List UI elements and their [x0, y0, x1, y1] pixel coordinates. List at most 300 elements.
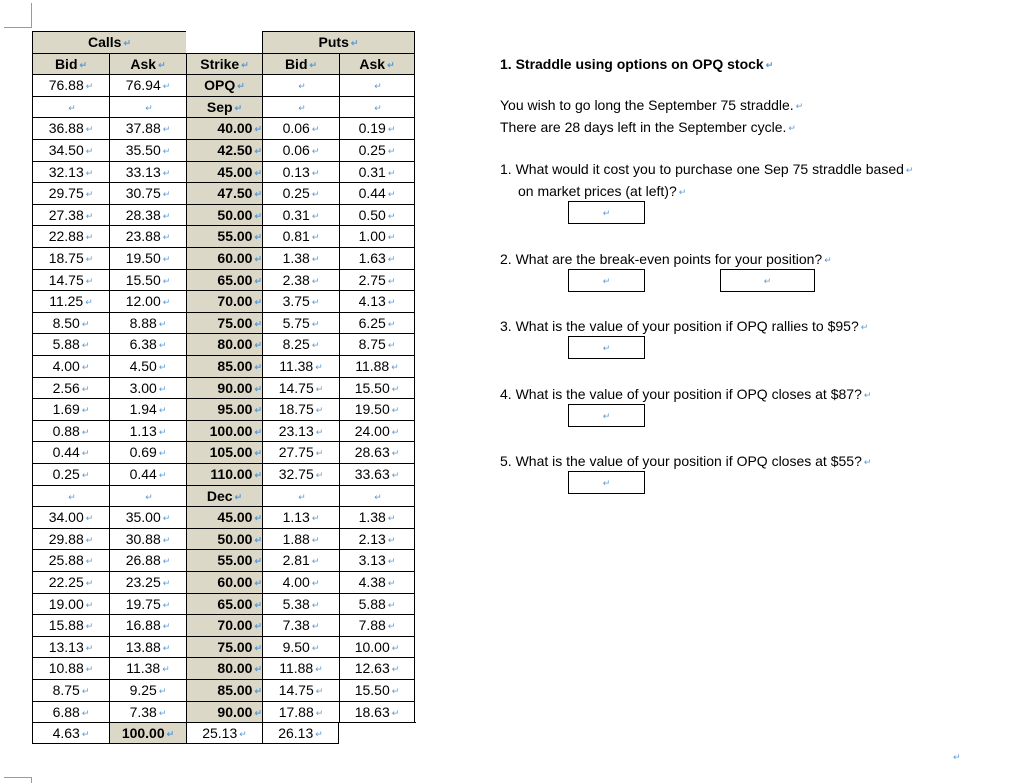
sep-call-bid: [32, 247, 109, 269]
paragraph-mark: ↵: [387, 232, 396, 242]
dec-put-ask: [339, 636, 415, 657]
paragraph-mark: ↵: [162, 232, 171, 242]
paragraph-mark: ↵: [387, 211, 396, 221]
paragraph-mark: ↵: [391, 686, 400, 696]
paragraph-mark: ↵: [391, 664, 400, 674]
last-row-put-ask: [262, 722, 339, 744]
sep-call-bid-text: 34.50: [48, 142, 84, 158]
dec-put-bid-text: 1.13: [282, 509, 310, 525]
dec-strike: [186, 571, 262, 593]
dec-call-ask: [109, 593, 186, 614]
sep-call-bid: [32, 204, 109, 225]
paragraph-mark: ↵: [85, 578, 94, 588]
dec-strike: [186, 614, 262, 636]
strike-header: [186, 53, 262, 74]
paragraph-mark: ↵: [315, 405, 324, 415]
dec-call-bid: [32, 657, 109, 679]
sep-put-bid-text: 0.06: [282, 120, 310, 136]
dec-call-ask-text: 23.25: [125, 574, 161, 590]
dec-put-bid: [262, 657, 339, 679]
paragraph-mark: ↵: [387, 513, 396, 523]
dec-put-ask-text: 7.88: [358, 617, 386, 633]
paragraph-mark: ↵: [387, 276, 396, 286]
sep-strike-text: 100.00: [209, 423, 253, 439]
paragraph-mark: ↵: [387, 319, 396, 329]
dec-call-bid-text: 29.88: [48, 531, 84, 547]
sep-put-ask: [339, 355, 415, 377]
sep-strike: [186, 420, 262, 441]
sep-call-ask: [109, 225, 186, 247]
put-ask-header-text: Ask: [359, 56, 386, 72]
paragraph-mark: ↵: [158, 384, 167, 394]
sep-strike: [186, 355, 262, 377]
paragraph-mark: ↵: [315, 686, 324, 696]
paragraph-mark: ↵: [158, 60, 166, 70]
paragraph-mark: ↵: [387, 60, 395, 70]
sep-put-ask-text: 28.63: [354, 444, 390, 460]
sep-call-bid: [32, 225, 109, 247]
paragraph-mark: ↵: [254, 146, 262, 156]
last-row-call-bid: [32, 722, 109, 744]
sep-put-ask: [339, 161, 415, 182]
table-border: [339, 722, 416, 723]
paragraph-mark: ↵: [254, 621, 262, 631]
sep-call-ask: [109, 333, 186, 355]
sep-put-bid-text: 23.13: [278, 423, 314, 439]
sep-put-bid: [262, 463, 339, 485]
dec-put-ask-text: 10.00: [354, 639, 390, 655]
paragraph-mark: ↵: [85, 556, 94, 566]
paragraph-mark: ↵: [254, 708, 262, 718]
sep-put-bid-text: 14.75: [278, 380, 314, 396]
question-2: 2. What are the break-even points for your position? ↵: [500, 251, 832, 267]
paragraph-mark: ↵: [391, 708, 400, 718]
paragraph-mark: ↵: [254, 276, 262, 286]
sep-call-ask-text: 3.00: [129, 380, 157, 396]
sep-strike-text: 70.00: [217, 293, 253, 309]
paragraph-mark: ↵: [237, 81, 245, 91]
dec-put-bid-text: 9.50: [282, 639, 310, 655]
answer-box-2a[interactable]: ↵: [568, 269, 645, 292]
sep-strike: [186, 117, 262, 139]
sep-put-ask-text: 1.63: [358, 250, 386, 266]
paragraph-mark: ↵: [374, 81, 382, 91]
paragraph-mark: ↵: [162, 600, 171, 610]
dec-strike-text: 65.00: [217, 596, 253, 612]
dec-strike: [186, 528, 262, 549]
sep-put-bid-text: 0.13: [282, 164, 310, 180]
paragraph-mark: ↵: [68, 103, 76, 113]
paragraph-mark: ↵: [162, 643, 171, 653]
table-cell-empty: [109, 485, 186, 506]
sep-put-ask: [339, 182, 415, 204]
sep-call-bid-text: 1.69: [52, 401, 80, 417]
paragraph-mark: ↵: [85, 297, 93, 307]
sep-put-bid-text: 0.25: [282, 185, 310, 201]
sep-put-ask: [339, 269, 415, 290]
sep-call-bid-text: 27.38: [48, 207, 84, 223]
dec-put-bid-text: 17.88: [278, 704, 314, 720]
paragraph-mark: ↵: [254, 513, 262, 523]
sep-put-ask-text: 33.63: [354, 466, 390, 482]
dec-put-ask: [339, 701, 415, 722]
sep-call-ask: [109, 398, 186, 420]
sep-strike-text: 47.50: [217, 185, 253, 201]
paragraph-mark: ↵: [311, 600, 320, 610]
dec-call-ask-text: 30.88: [125, 531, 161, 547]
sep-call-ask-text: 35.50: [125, 142, 161, 158]
sep-put-ask: [339, 398, 415, 420]
paragraph-mark: ↵: [387, 297, 396, 307]
paragraph-mark: ↵: [162, 124, 171, 134]
paragraph-mark: ↵: [391, 362, 399, 372]
dec-strike-text: 55.00: [217, 552, 253, 568]
paragraph-mark: ↵: [162, 254, 171, 264]
dec-call-bid-text: 6.88: [52, 704, 80, 720]
paragraph-mark: ↵: [81, 686, 90, 696]
dec-strike-text: 70.00: [217, 617, 253, 633]
paragraph-mark: ↵: [254, 232, 262, 242]
dec-put-ask: [339, 679, 415, 701]
sep-put-bid: [262, 269, 339, 290]
sep-call-ask-text: 23.88: [125, 228, 161, 244]
dec-strike: [186, 636, 262, 657]
paragraph-mark: ↵: [234, 492, 243, 502]
sep-call-ask-text: 8.88: [129, 315, 157, 331]
paragraph-mark: ↵: [391, 405, 400, 415]
sep-strike-text: 105.00: [209, 444, 253, 460]
dec-put-ask-text: 5.88: [358, 596, 386, 612]
sep-call-ask-text: 0.69: [129, 444, 157, 460]
sep-strike-text: 40.00: [217, 120, 253, 136]
sep-call-bid: [32, 420, 109, 441]
sep-strike: [186, 225, 262, 247]
sep-strike: [186, 377, 262, 398]
sep-call-ask-text: 6.38: [129, 336, 157, 352]
sep-call-ask-text: 4.50: [129, 358, 157, 374]
paragraph-mark: ↵: [85, 535, 94, 545]
sep-put-bid: [262, 139, 339, 161]
sep-call-bid-text: 36.88: [48, 120, 84, 136]
sep-put-ask-text: 15.50: [354, 380, 390, 396]
dec-call-ask-text: 16.88: [125, 617, 161, 633]
dec-strike: [186, 506, 262, 528]
sep-call-bid: [32, 441, 109, 463]
dec-strike: [186, 549, 262, 571]
sep-strike-text: 80.00: [217, 336, 253, 352]
answer-box-3[interactable]: ↵: [568, 336, 645, 359]
sep-put-bid-text: 3.75: [282, 293, 310, 309]
dec-label: [186, 485, 262, 506]
paragraph-mark: ↵: [81, 448, 90, 458]
sep-put-bid-text: 1.38: [282, 250, 310, 266]
paragraph-mark: ↵: [158, 708, 167, 718]
paragraph-mark: ↵: [234, 103, 243, 113]
dec-label-text: Dec: [206, 488, 233, 504]
crop-mark: [4, 777, 32, 778]
dec-put-bid: [262, 549, 339, 571]
dec-put-bid-text: 5.38: [282, 596, 310, 612]
paragraph-mark: ↵: [254, 664, 262, 674]
paragraph-mark: ↵: [158, 448, 167, 458]
table-cell-empty: [109, 96, 186, 117]
paragraph-mark: ↵: [254, 470, 262, 480]
paragraph-mark: ↵: [85, 232, 94, 242]
question-1: 1. What would it cost you to purchase one Sep 75 straddle based ↵: [500, 161, 914, 177]
sep-put-ask: [339, 312, 415, 333]
sep-put-bid: [262, 117, 339, 139]
table-cell-empty: [339, 485, 415, 506]
last-row-put-bid: [186, 722, 262, 744]
sep-call-bid-text: 18.75: [48, 250, 84, 266]
sep-call-bid: [32, 377, 109, 398]
paragraph-mark: ↵: [85, 211, 94, 221]
paragraph-mark: ↵: [315, 427, 324, 437]
dec-call-bid-text: 25.88: [48, 552, 84, 568]
dec-call-ask: [109, 549, 186, 571]
sep-put-ask-text: 6.25: [358, 315, 386, 331]
dec-put-bid: [262, 701, 339, 722]
sep-call-ask-text: 12.00: [125, 293, 161, 309]
dec-put-bid: [262, 679, 339, 701]
paragraph-mark: ↵: [311, 232, 320, 242]
dec-put-ask-text: 1.38: [358, 509, 386, 525]
sep-strike: [186, 161, 262, 182]
dec-put-bid-text: 4.00: [282, 574, 310, 590]
dec-call-ask: [109, 506, 186, 528]
paragraph-mark: ↵: [311, 578, 320, 588]
dec-strike-text: 60.00: [217, 574, 253, 590]
paragraph-mark: ↵: [85, 146, 94, 156]
paragraph-mark: ↵: [315, 384, 324, 394]
underlying-symbol: [186, 74, 262, 96]
dec-call-ask-text: 11.38: [126, 660, 161, 676]
table-cell-empty: [339, 96, 415, 117]
paragraph-mark: ↵: [162, 578, 171, 588]
table-cell-empty: [262, 485, 339, 506]
paragraph-mark: ↵: [311, 556, 320, 566]
crop-mark: [4, 27, 32, 28]
dec-put-bid: [262, 636, 339, 657]
last-row-strike-text: 100.00: [121, 725, 165, 741]
sep-call-ask: [109, 161, 186, 182]
paragraph-mark: ↵: [391, 427, 400, 437]
dec-put-ask-text: 15.50: [354, 682, 390, 698]
dec-strike-text: 45.00: [217, 509, 253, 525]
underlying-call-ask-text: 76.94: [125, 77, 161, 93]
sep-put-ask-text: 0.25: [358, 142, 386, 158]
paragraph-mark: ↵: [162, 81, 171, 91]
paragraph-mark: ↵: [158, 362, 167, 372]
sep-strike: [186, 139, 262, 161]
paragraph-mark: ↵: [241, 60, 249, 70]
sep-call-bid-text: 8.50: [52, 315, 80, 331]
sep-put-ask-text: 8.75: [358, 336, 386, 352]
sep-strike-text: 110.00: [210, 466, 253, 482]
sep-call-ask-text: 28.38: [125, 207, 161, 223]
dec-call-ask: [109, 657, 186, 679]
question-3: 3. What is the value of your position if OPQ rallies to $95? ↵: [500, 318, 869, 334]
dec-put-ask-text: 2.13: [358, 531, 386, 547]
sep-put-bid-text: 0.06: [282, 142, 310, 158]
paragraph-mark: ↵: [315, 362, 323, 372]
sep-put-bid-text: 27.75: [278, 444, 314, 460]
paragraph-mark: ↵: [309, 60, 318, 70]
paragraph-mark: ↵: [315, 664, 323, 674]
dec-call-ask: [109, 701, 186, 722]
paragraph-mark: ↵: [387, 578, 396, 588]
sep-put-ask: [339, 117, 415, 139]
paragraph-mark: ↵: [158, 405, 167, 415]
call-ask-header: [109, 53, 186, 74]
sep-put-bid-text: 2.38: [282, 272, 310, 288]
paragraph-mark: ↵: [311, 146, 320, 156]
calls-group-header-text: Calls: [87, 34, 122, 50]
sep-put-ask-text: 4.13: [358, 293, 386, 309]
sep-strike-text: 50.00: [217, 207, 253, 223]
sep-put-bid-text: 8.25: [282, 336, 310, 352]
sep-strike: [186, 312, 262, 333]
paragraph-mark: ↵: [85, 81, 94, 91]
sep-call-ask: [109, 290, 186, 312]
paragraph-mark: ↵: [254, 384, 262, 394]
sep-call-ask: [109, 247, 186, 269]
paragraph-mark: ↵: [391, 643, 400, 653]
paragraph-mark: ↵: [162, 556, 171, 566]
paragraph-mark: ↵: [81, 470, 90, 480]
sep-call-ask-text: 19.50: [125, 250, 161, 266]
answer-box-2b[interactable]: ↵: [720, 269, 815, 292]
table-cell-empty: [262, 96, 339, 117]
sep-call-bid-text: 4.00: [52, 358, 80, 374]
sep-put-bid: [262, 420, 339, 441]
answer-box-4[interactable]: ↵: [568, 404, 645, 427]
dec-call-bid-text: 13.13: [48, 639, 84, 655]
last-row-call-bid-text: 4.63: [52, 725, 80, 741]
paragraph-mark: ↵: [162, 513, 171, 523]
sep-call-bid-text: 32.13: [48, 164, 84, 180]
paragraph-mark: ↵: [162, 168, 171, 178]
sep-put-bid: [262, 333, 339, 355]
paragraph-mark: ↵: [315, 708, 324, 718]
dec-put-ask: [339, 593, 415, 614]
dec-call-bid-text: 10.88: [48, 660, 84, 676]
sep-call-bid-text: 5.88: [52, 336, 80, 352]
paragraph-mark: ↵: [254, 600, 262, 610]
paragraph-mark: ↵: [315, 729, 323, 739]
paragraph-mark: ↵: [162, 297, 171, 307]
paragraph-mark: ↵: [391, 384, 400, 394]
sep-call-bid-text: 14.75: [48, 272, 84, 288]
sep-strike-text: 55.00: [217, 228, 253, 244]
sep-put-bid: [262, 290, 339, 312]
paragraph-mark: ↵: [162, 621, 171, 631]
sep-strike-text: 95.00: [217, 401, 253, 417]
paragraph-mark: ↵: [162, 189, 171, 199]
sep-call-bid: [32, 269, 109, 290]
sep-strike: [186, 463, 262, 485]
sep-put-ask: [339, 420, 415, 441]
paragraph-mark: ↵: [311, 643, 320, 653]
sep-call-bid-text: 0.88: [52, 423, 80, 439]
sep-put-ask: [339, 204, 415, 225]
paragraph-mark: ↵: [81, 340, 90, 350]
dec-call-ask-text: 26.88: [125, 552, 161, 568]
sep-call-bid-text: 0.25: [52, 466, 80, 482]
paragraph-mark: ↵: [85, 600, 94, 610]
strike-header-text: Strike: [200, 56, 240, 72]
paragraph-mark: ↵: [68, 492, 76, 502]
sep-call-ask-text: 37.88: [125, 120, 161, 136]
dec-put-bid-text: 14.75: [278, 682, 314, 698]
dec-put-bid-text: 11.88: [279, 660, 314, 676]
paragraph-mark: ↵: [311, 621, 320, 631]
paragraph-mark: ↵: [81, 405, 90, 415]
dec-call-ask: [109, 528, 186, 549]
sep-put-bid-text: 5.75: [282, 315, 310, 331]
sep-put-bid-text: 18.75: [278, 401, 314, 417]
sep-call-bid: [32, 139, 109, 161]
paragraph-mark: ↵: [298, 103, 306, 113]
paragraph-mark: ↵: [254, 189, 262, 199]
paragraph-mark: ↵: [387, 600, 396, 610]
sep-call-ask-text: 15.50: [125, 272, 161, 288]
dec-put-ask-text: 18.63: [354, 704, 390, 720]
dec-put-ask: [339, 614, 415, 636]
sep-put-ask-text: 11.88: [355, 358, 390, 374]
underlying-call-bid: [32, 74, 109, 96]
answer-box-1[interactable]: ↵: [568, 201, 645, 224]
underlying-symbol-text: OPQ: [204, 77, 236, 93]
sep-call-bid: [32, 290, 109, 312]
dec-put-bid: [262, 506, 339, 528]
sep-strike-text: 85.00: [217, 358, 253, 374]
put-bid-header: [262, 53, 339, 74]
sep-call-ask: [109, 117, 186, 139]
paragraph-mark: ↵: [391, 470, 400, 480]
paragraph-mark: ↵: [81, 729, 90, 739]
sep-put-bid: [262, 225, 339, 247]
paragraph-mark: ↵: [158, 319, 167, 329]
paragraph-mark: ↵: [85, 621, 94, 631]
paragraph-mark: ↵: [254, 643, 262, 653]
paragraph-mark: ↵: [123, 38, 131, 48]
dec-strike: [186, 593, 262, 614]
dec-put-bid: [262, 528, 339, 549]
sep-strike: [186, 204, 262, 225]
dec-put-bid-text: 7.38: [282, 617, 310, 633]
paragraph-mark: ↵: [254, 340, 262, 350]
crop-mark: [31, 3, 32, 28]
last-row-strike: [109, 722, 186, 744]
paragraph-mark: ↵: [162, 664, 170, 674]
dec-call-bid: [32, 571, 109, 593]
sep-label: [186, 96, 262, 117]
answer-box-5[interactable]: ↵: [568, 471, 645, 494]
paragraph-mark: ↵: [298, 492, 306, 502]
sep-call-bid: [32, 312, 109, 333]
paragraph-mark: ↵: [158, 427, 167, 437]
dec-put-ask-text: 3.13: [358, 552, 386, 568]
dec-call-bid: [32, 614, 109, 636]
sep-call-bid: [32, 333, 109, 355]
sep-call-ask: [109, 377, 186, 398]
paragraph-mark: ↵: [254, 686, 262, 696]
paragraph-mark: ↵: [387, 621, 396, 631]
sep-strike-text: 90.00: [217, 380, 253, 396]
sep-put-ask-text: 0.50: [358, 207, 386, 223]
paragraph-mark: ↵: [298, 81, 306, 91]
